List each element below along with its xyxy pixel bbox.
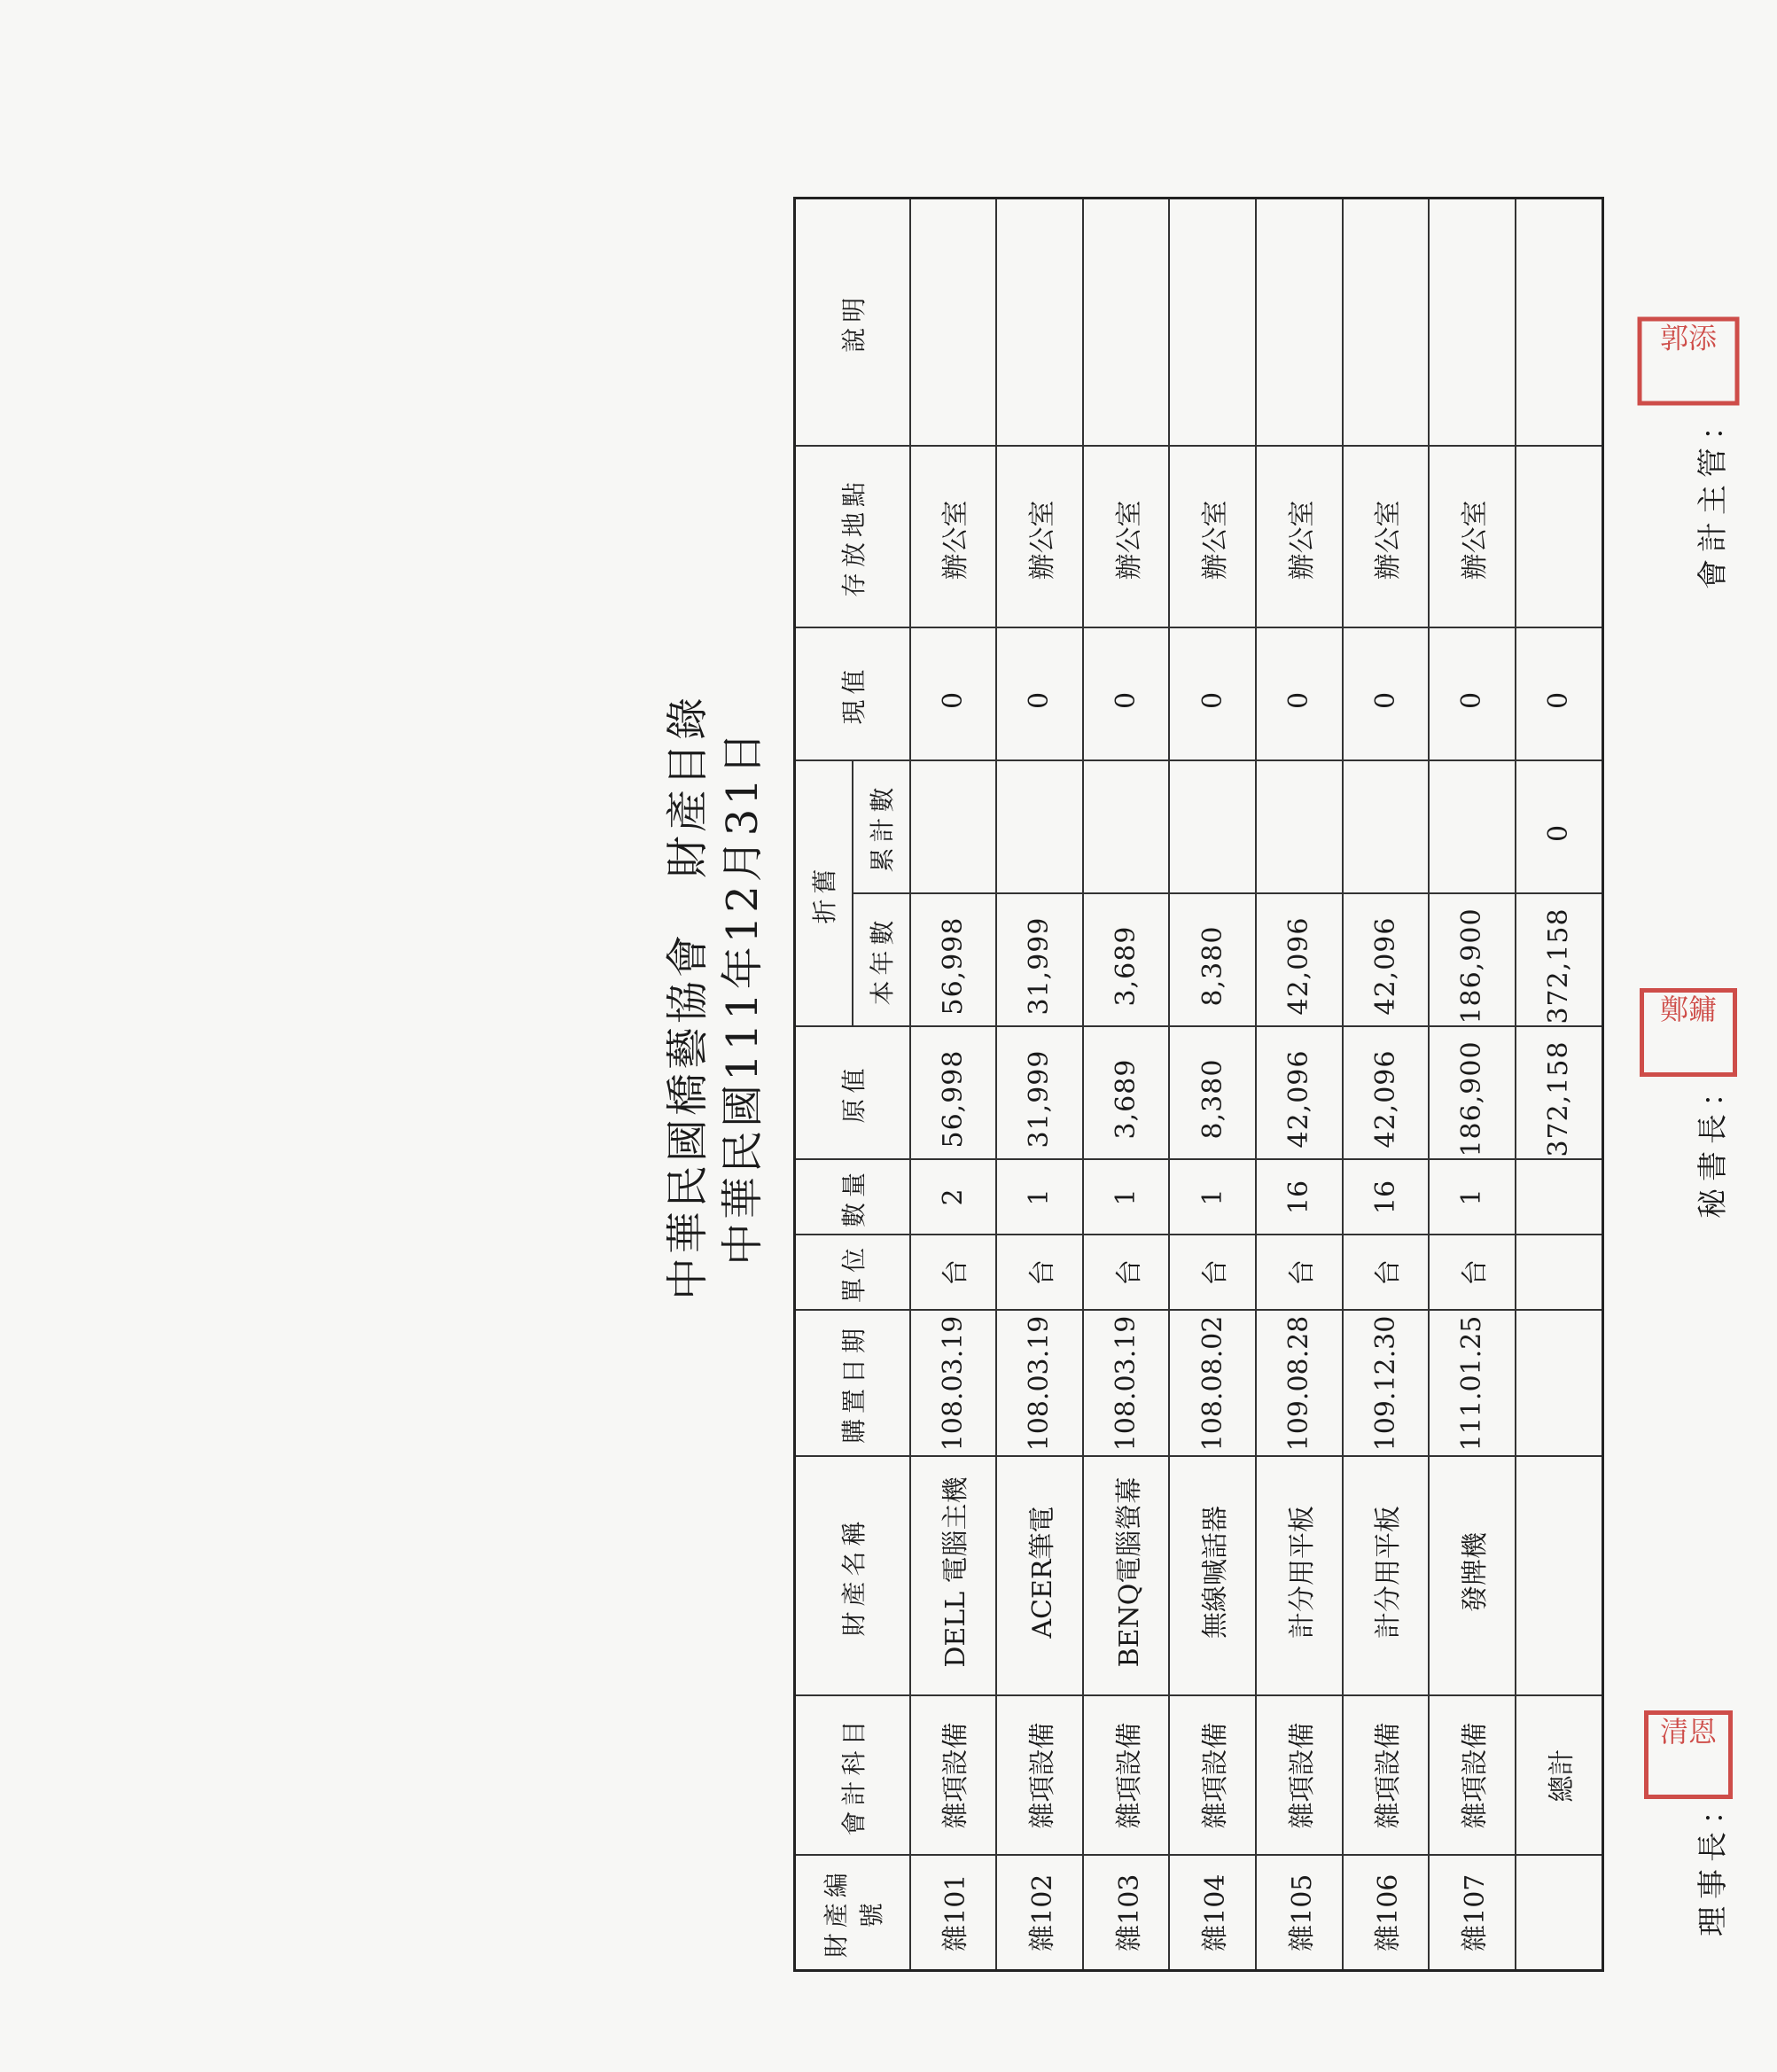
asset-qty: 16	[1343, 1160, 1430, 1235]
header-purchase-date: 購置日期	[795, 1311, 910, 1457]
accounting-seal-text: 郭添	[1659, 321, 1717, 355]
asset-date: 108.03.19	[910, 1311, 997, 1457]
asset-id: 雜102	[996, 1856, 1083, 1971]
asset-dep-year: 56,998	[910, 894, 997, 1027]
asset-current: 0	[996, 627, 1083, 760]
total-current: 0	[1516, 627, 1603, 760]
total-date-cell	[1516, 1311, 1603, 1457]
header-depreciation: 折舊	[795, 760, 853, 1026]
rotated-document	[660, 22, 1768, 1972]
total-location-cell	[1516, 446, 1603, 627]
total-id-cell	[1516, 1856, 1603, 1971]
doc-title: 財產目錄	[663, 693, 713, 878]
asset-unit: 台	[1429, 1235, 1516, 1311]
asset-dep-year: 8,380	[1169, 894, 1256, 1027]
asset-account: 雜項設備	[1429, 1696, 1516, 1856]
asset-date: 109.08.28	[1256, 1311, 1343, 1457]
asset-location: 辦公室	[1083, 446, 1170, 627]
header-original: 原值	[795, 1027, 910, 1160]
asset-current: 0	[1343, 627, 1430, 760]
chairman-seal-text: 清恩	[1659, 1715, 1717, 1749]
asset-name: ACER筆電	[996, 1457, 1083, 1696]
asset-current: 0	[1083, 627, 1170, 760]
total-unit-cell	[1516, 1235, 1603, 1311]
asset-rows	[910, 198, 1603, 1970]
asset-note	[1169, 198, 1256, 446]
asset-name: BENQ電腦螢幕	[1083, 1457, 1170, 1696]
asset-name: 發牌機	[1429, 1457, 1516, 1696]
asset-dep-total	[1343, 760, 1430, 893]
asset-original: 56,998	[910, 1027, 997, 1160]
asset-name: DELL 電腦主機	[910, 1457, 997, 1696]
asset-note	[1343, 198, 1430, 446]
asset-id: 雜105	[1256, 1856, 1343, 1971]
asset-date: 111.01.25	[1429, 1311, 1516, 1457]
table-row	[1343, 198, 1430, 1970]
asset-id: 雜107	[1429, 1856, 1516, 1971]
header-dep-total: 累計數	[853, 760, 910, 893]
header-qty: 數量	[795, 1160, 910, 1235]
asset-account: 雜項設備	[996, 1696, 1083, 1856]
asset-id: 雜101	[910, 1856, 997, 1971]
asset-unit: 台	[1256, 1235, 1343, 1311]
asset-location: 辦公室	[1343, 446, 1430, 627]
table-row	[1429, 198, 1516, 1970]
asset-original: 31,999	[996, 1027, 1083, 1160]
asset-current: 0	[1169, 627, 1256, 760]
asset-date: 108.08.02	[1169, 1311, 1256, 1457]
org-name: 中華民國橋藝協會	[663, 931, 713, 1301]
asset-location: 辦公室	[1256, 446, 1343, 627]
asset-location: 辦公室	[910, 446, 997, 627]
table-row	[996, 198, 1083, 1970]
asset-dep-year: 31,999	[996, 894, 1083, 1027]
table-row	[910, 198, 997, 1970]
total-name-cell	[1516, 1457, 1603, 1696]
asset-original: 8,380	[1169, 1027, 1256, 1160]
asset-dep-total	[1256, 760, 1343, 893]
asset-current: 0	[910, 627, 997, 760]
total-dep-year: 372,158	[1516, 894, 1603, 1027]
asset-id: 雜104	[1169, 1856, 1256, 1971]
asset-dep-total	[1429, 760, 1516, 893]
signature-row	[1659, 22, 1777, 1972]
header-unit: 單位	[795, 1235, 910, 1311]
asset-note	[1256, 198, 1343, 446]
asset-original: 42,096	[1343, 1027, 1430, 1160]
chairman-seal	[1644, 1710, 1733, 1799]
asset-note	[996, 198, 1083, 446]
asset-date: 108.03.19	[1083, 1311, 1170, 1457]
asset-date: 109.12.30	[1343, 1311, 1430, 1457]
header-location: 存放地點	[795, 446, 910, 627]
total-original: 372,158	[1516, 1027, 1603, 1160]
asset-unit: 台	[996, 1235, 1083, 1311]
asset-location: 辦公室	[1429, 446, 1516, 627]
asset-note	[910, 198, 997, 446]
asset-dep-year: 3,689	[1083, 894, 1170, 1027]
asset-account: 雜項設備	[1343, 1696, 1430, 1856]
header-name: 財產名稱	[795, 1457, 910, 1696]
asset-qty: 1	[1083, 1160, 1170, 1235]
asset-location: 辦公室	[1169, 446, 1256, 627]
header-note: 說明	[795, 198, 910, 446]
total-note-cell	[1516, 198, 1603, 446]
asset-table	[793, 197, 1604, 1972]
asset-unit: 台	[910, 1235, 997, 1311]
total-row	[1516, 198, 1603, 1970]
accounting-label: 會計主管：	[1695, 403, 1731, 589]
asset-location: 辦公室	[996, 446, 1083, 627]
asset-dep-year: 42,096	[1343, 894, 1430, 1027]
table-row	[1169, 198, 1256, 1970]
asset-qty: 1	[1429, 1160, 1516, 1235]
chairman-label: 理事長：	[1695, 1788, 1731, 1936]
asset-id: 雜106	[1343, 1856, 1430, 1971]
secretary-label: 秘書長：	[1695, 1070, 1731, 1219]
asset-original: 186,900	[1429, 1027, 1516, 1160]
report-date: 中華民國111年12月31日	[718, 728, 768, 1266]
title-line-1	[660, 22, 715, 1972]
asset-date: 108.03.19	[996, 1311, 1083, 1457]
asset-dep-total	[1169, 760, 1256, 893]
total-label: 總計	[1516, 1696, 1603, 1856]
asset-dep-year: 186,900	[1429, 894, 1516, 1027]
table-row	[1256, 198, 1343, 1970]
asset-unit: 台	[1169, 1235, 1256, 1311]
header-current: 現值	[795, 627, 910, 760]
asset-original: 42,096	[1256, 1027, 1343, 1160]
asset-unit: 台	[1343, 1235, 1430, 1311]
asset-qty: 2	[910, 1160, 997, 1235]
asset-original: 3,689	[1083, 1027, 1170, 1160]
asset-dep-total	[1083, 760, 1170, 893]
accounting-seal	[1638, 317, 1740, 406]
asset-name: 計分用平板	[1256, 1457, 1343, 1696]
asset-dep-total	[996, 760, 1083, 893]
asset-note	[1083, 198, 1170, 446]
asset-current: 0	[1429, 627, 1516, 760]
asset-qty: 1	[1169, 1160, 1256, 1235]
asset-qty: 1	[996, 1160, 1083, 1235]
asset-current: 0	[1256, 627, 1343, 760]
secretary-seal	[1640, 988, 1737, 1077]
asset-id: 雜103	[1083, 1856, 1170, 1971]
header-id: 財產編號	[795, 1856, 910, 1971]
table-row	[1083, 198, 1170, 1970]
total-qty-cell	[1516, 1160, 1603, 1235]
title-block	[660, 22, 770, 1972]
secretary-seal-text: 鄭鏞	[1659, 993, 1717, 1026]
header-dep-year: 本年數	[853, 894, 910, 1027]
asset-account: 雜項設備	[1256, 1696, 1343, 1856]
asset-account: 雜項設備	[1083, 1696, 1170, 1856]
total-dep-total: 0	[1516, 760, 1603, 893]
asset-note	[1429, 198, 1516, 446]
asset-dep-year: 42,096	[1256, 894, 1343, 1027]
header-account: 會計科目	[795, 1696, 910, 1856]
asset-name: 無線喊話器	[1169, 1457, 1256, 1696]
asset-account: 雜項設備	[910, 1696, 997, 1856]
asset-dep-total	[910, 760, 997, 893]
asset-account: 雜項設備	[1169, 1696, 1256, 1856]
asset-unit: 台	[1083, 1235, 1170, 1311]
asset-qty: 16	[1256, 1160, 1343, 1235]
asset-name: 計分用平板	[1343, 1457, 1430, 1696]
